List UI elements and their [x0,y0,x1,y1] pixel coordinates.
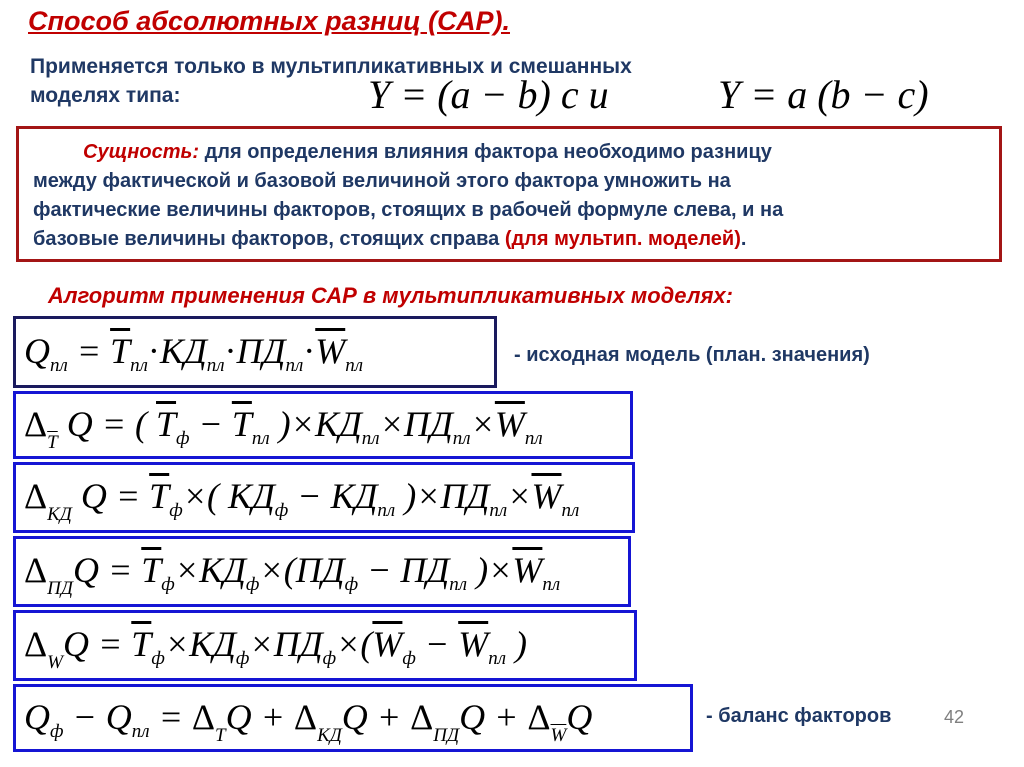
formula-delta-pd: $\Delta ПДQ = \overline{T}ф\times КДф\times(ПДф$ − ПДпл )$\times\overline{W}пл$ [24,550,561,599]
formula-initial-model: Qпл = $\overline{T}пл\cdot КДпл\cdot ПДпл\cdot\overline{W}пл$ [24,331,364,376]
formula-box-initial-model [13,316,497,388]
formula-delta-kd: ΔКД $Q = \overline{T}ф\times$( КДф − КДпл )$\times ПДпл\times\overline{W}пл$ [24,476,580,525]
page-number: 42 [944,707,965,727]
formula-box-delta-kd [13,462,635,533]
model-formula-1: Y = (a − b) c и [368,72,609,117]
formula-delta-w: $\Delta WQ = \overline{T}ф\times КДф\times ПДф\times(\overline{W}ф - \overline{W}пл$ ) [24,624,527,673]
formula-box-delta-w [13,610,637,681]
note-factor-balance: - баланс факторов [706,705,892,727]
essence-text-3: фактические величины факторов, стоящих в рабочей формуле слева, и на [33,199,784,221]
essence-end: . [740,228,747,250]
model-formula-2: Y = a (b − c) [718,72,929,117]
formula-delta-t: $\Delta\overline{T}$ Q = ( $\overline{T}ф - \overline{T}пл$ )$\times КДпл\times ПДпл\times\overline{W}пл$ [24,404,543,453]
essence-note: (для мультип. моделей) [504,228,741,250]
note-initial-model: - исходная модель (план. значения) [514,344,870,366]
essence-text-2: между фактической и базовой величиной этого фактора умножить на [33,170,731,192]
formula-box-balance [13,684,693,752]
formula-balance: Qф − Qпл = $\Delta TQ + \Delta КДQ + \Delta ПДQ + \Delta\overline{W}Q$ [24,697,593,746]
essence-label: Сущность: [83,141,200,163]
intro-line-1: Применяется только в мультипликативных и смешанных [30,55,632,78]
essence-text-4: базовые величины факторов, стоящих справа [33,228,505,250]
essence-text-1: для определения влияния фактора необходимо разницу [199,141,772,163]
essence-box [16,126,1002,262]
intro-line-2: моделях типа: [30,84,181,107]
formula-box-delta-pd [13,536,631,607]
slide-title: Способ абсолютных разниц (САР). [28,6,510,36]
formula-box-delta-t [13,391,633,459]
algorithm-heading: Алгоритм применения САР в мультипликативных моделях: [48,283,733,308]
